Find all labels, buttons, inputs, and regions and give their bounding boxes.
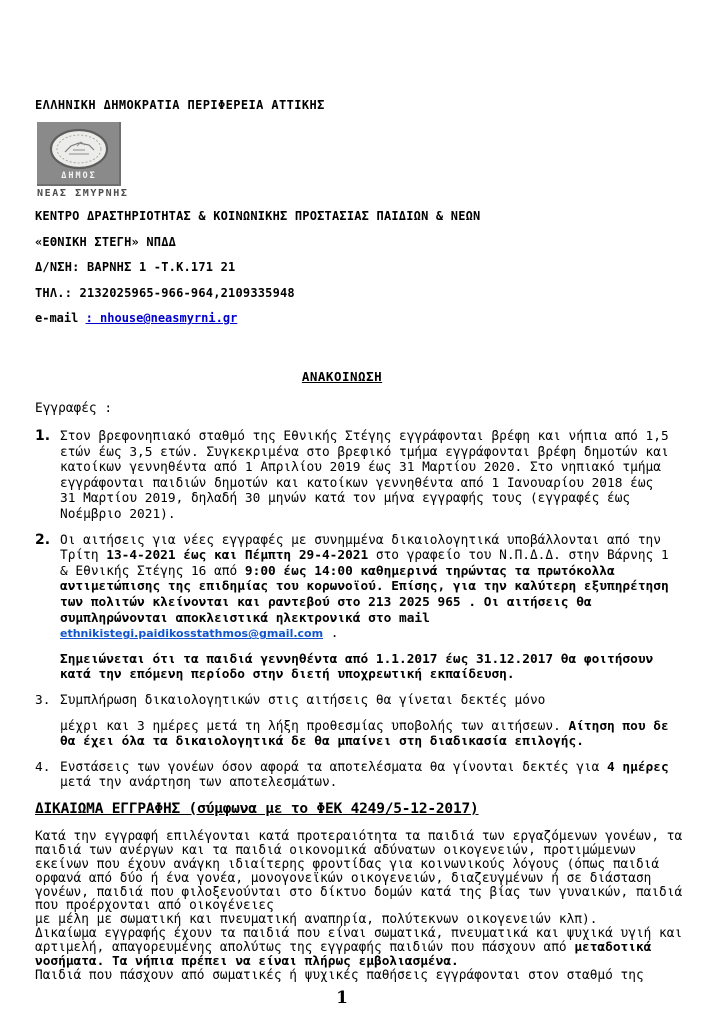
page-number: 1 bbox=[336, 987, 348, 1008]
announcement-list bbox=[35, 429, 698, 791]
registration-rights-heading: ΔΙΚΑΙΩΜΑ ΕΓΓΡΑΦΗΣ (σύμφωνα με το ΦΕΚ 4249/5-12-2017) bbox=[35, 800, 479, 817]
gmail-link[interactable]: ethnikistegi.paidikosstathmos@gmail.com bbox=[60, 627, 324, 641]
item-3-text bbox=[60, 693, 672, 750]
item-1-text: Στον βρεφονηπιακό σταθμό της Εθνικής Στέγης εγγράφονται βρέφη και νήπια από 1,5 ετών έως 3,5 ετών. Συγκεκριμένα στο βρεφικό τμήμα εγγράφονται βρέφη δημοτών και κατοίκων γεννηθέντα από 1 Απριλίου 2019 έως 31 Μαρτίου 2020. Στο νηπιακό τμήμα εγγράφονται παιδιών δημοτών και κατοίκων γεννηθέντα από 1 Ιανουαρίου 2018 έως 31 Μαρτίου 2019, δηλαδή 30 μηνών κατά τον μήνα εγγραφής τους (εγγραφές έως Νοέμβριο 2021). bbox=[60, 429, 669, 522]
item-3-paragraph: Συμπλήρωση δικαιολογητικών στις αιτήσεις θα γίνεται δεκτές μόνο bbox=[60, 692, 546, 708]
item-2-text bbox=[60, 533, 672, 683]
announcement-title: ΑΝΑΚΟΙΝΩΣΗ bbox=[301, 369, 383, 384]
rights-paragraph-1: Κατά την εγγραφή επιλέγονται κατά προτεραιότητα τα παιδιά των εργαζόμενων γονέων, τα παιδιά των ανέργων και τα παιδιά οικονομικά αδύνατων οικογενειών, προτιμώμενων εκείνων που έχουν ανάγκη ιδιαίτερης φροντίδας για κοινωνικούς λόγους (όπως παιδιά ορφανά από δύο ή ένα γονέα, μονογονεϊκών οικογενειών, διαζευγμένων ή σε διάσταση γονέων, παιδιά που φιλοξενούνται στο δίκτυο δομών κατά της βίας των γυναικών, παιδιά που προέρχονται από οικογένειες με μέλη με σωματική και πνευματική αναπηρία, πολύτεκνων οικογενειών κλπ). bbox=[35, 828, 683, 928]
header-email-link[interactable]: : nhouse@neasmyrni.gr bbox=[85, 311, 238, 325]
org-name-line: ΚΕΝΤΡΟ ΔΡΑΣΤΗΡΙΟΤΗΤΑΣ & ΚΟΙΝΩΝΙΚΗΣ ΠΡΟΣΤΑΣΙΑΣ ΠΑΙΔΙΩΝ & ΝΕΩΝ bbox=[35, 209, 481, 223]
phone-line: ΤΗΛ.: 2132025965-966-964,2109335948 bbox=[35, 285, 295, 300]
email-label: e-mail bbox=[35, 311, 86, 325]
address-line: Δ/ΝΣΗ: ΒΑΡΝΗΣ 1 -Τ.Κ.171 21 bbox=[35, 260, 236, 274]
rights-paragraph-2: Δικαίωμα εγγραφής έχουν τα παιδιά που είναι σωματικά, πνευματικά και ψυχικά υγιή και αρτιμελή, απαγορευμένης απολύτως της εγγραφής παιδιών που πάσχουν από μεταδοτικά νοσήματα. Τα νήπια πρέπει να είναι πλήρως εμβολιασμένα. Παιδιά που πάσχουν από σωματικές ή ψυχικές παθήσεις εγγράφονται στον σταθμό της bbox=[35, 926, 683, 983]
municipality-logo bbox=[37, 122, 129, 199]
list-item-3 bbox=[35, 693, 698, 750]
list-item-2 bbox=[35, 533, 698, 683]
republic-header: ΕΛΛΗΝΙΚΗ ΔΗΜΟΚΡΑΤΙΑ ΠΕΡΙΦΕΡΕΙΑ ΑΤΤΙΚΗΣ bbox=[35, 98, 325, 112]
item-4-number: 4. bbox=[35, 759, 51, 775]
municipality-logo-box bbox=[37, 122, 121, 186]
municipality-seal-icon bbox=[49, 128, 109, 170]
item-2-paragraph: Οι αιτήσεις για νέες εγγραφές με συνημμένα δικαιολογητικά υποβάλλονται από την Τρίτη 13-4-2021 έως και Πέμπτη 29-4-2021 στο γραφείο του Ν.Π.Δ.Δ. στην Βάρνης 1 & Εθνικής Στέγης 16 από 9:00 έως 14:00 καθημερινά τηρώντας τα πρωτόκολλα αντιμετώπισης της επιδημίας του κορωνοϊού. Επίσης, για την καλύτερη εξυπηρέτηση των πολιτών κλείνονται και ραντεβού στο 213 2025 965 . Οι αιτήσεις θα συμπληρώνονται αποκλειστικά ηλεκτρονικά στο mail ethnikistegi.paidikosstathmos@gmail.com . bbox=[60, 532, 669, 642]
list-item-4 bbox=[35, 760, 698, 791]
registrations-label: Εγγραφές : bbox=[35, 401, 113, 416]
item-1-number: 1. bbox=[35, 428, 51, 444]
logo-label-city: ΝΕΑΣ ΣΜΥΡΝΗΣ bbox=[37, 188, 129, 199]
list-item-1 bbox=[35, 429, 698, 523]
org-subname-line: «ΕΘΝΙΚΗ ΣΤΕΓΗ» ΝΠΔΔ bbox=[35, 234, 177, 249]
item-3-number: 3. bbox=[35, 692, 51, 708]
item-2-number: 2. bbox=[35, 531, 51, 548]
logo-label-dimos: ΔΗΜΟΣ bbox=[61, 170, 97, 181]
email-line bbox=[35, 311, 698, 325]
item-4-text: Ενστάσεις των γονέων όσον αφορά τα αποτελέσματα θα γίνονται δεκτές για 4 ημέρες μετά την ανάρτηση των αποτελεσμάτων. bbox=[60, 759, 669, 791]
item-3-continuation: μέχρι και 3 ημέρες μετά τη λήξη προθεσμίας υποβολής των αιτήσεων. Αίτηση που δε θα έχει όλα τα δικαιολογητικά δε θα μπαίνει στη διαδικασία επιλογής. bbox=[60, 718, 669, 750]
item-2-note: Σημειώνεται ότι τα παιδιά γεννηθέντα από 1.1.2017 έως 31.12.2017 θα φοιτήσουν κατά την επόμενη περίοδο στην διετή υποχρεωτική εκπαίδευση. bbox=[60, 651, 654, 683]
